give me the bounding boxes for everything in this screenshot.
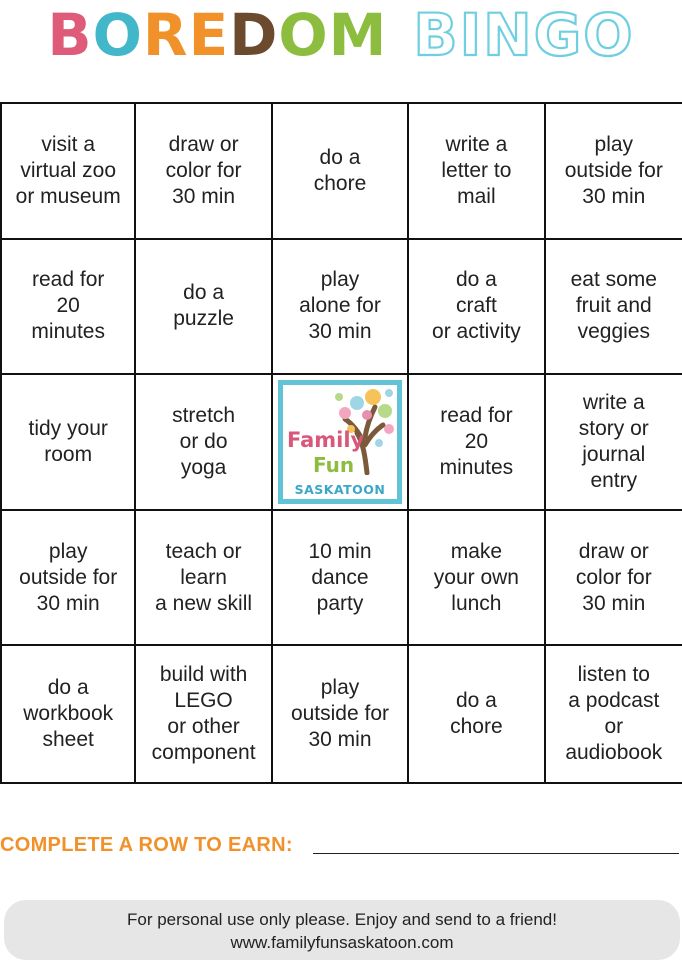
title-letter: O: [278, 1, 329, 69]
bingo-cell: do a puzzle: [136, 240, 272, 376]
bingo-cell: write a story or journal entry: [546, 375, 682, 511]
bingo-cell: stretch or do yoga: [136, 375, 272, 511]
bingo-cell: visit a virtual zoo or museum: [0, 104, 136, 240]
free-space-logo-cell: [273, 375, 409, 511]
bingo-cell: draw or color for 30 min: [136, 104, 272, 240]
family-fun-saskatoon-logo: [278, 380, 402, 504]
bingo-cell: make your own lunch: [409, 511, 545, 647]
title-letter: D: [229, 1, 279, 69]
footer-banner: [4, 900, 680, 960]
bingo-cell: do a chore: [409, 646, 545, 782]
bingo-cell: 10 min dance party: [273, 511, 409, 647]
bingo-cell: play outside for 30 min: [273, 646, 409, 782]
bingo-cell: read for 20 minutes: [409, 375, 545, 511]
bingo-cell: do a chore: [273, 104, 409, 240]
logo-text-family: Family: [286, 427, 365, 452]
footer-url: www.familyfunsaskatoon.com: [230, 933, 454, 952]
logo-text-fun: Fun: [312, 452, 355, 477]
bingo-cell: read for 20 minutes: [0, 240, 136, 376]
earn-blank-line[interactable]: [313, 853, 679, 854]
bingo-cell: play outside for 30 min: [0, 511, 136, 647]
bingo-cell: play alone for 30 min: [273, 240, 409, 376]
title-word-bingo: BINGO: [413, 1, 635, 69]
bingo-cell: write a letter to mail: [409, 104, 545, 240]
bingo-cell: tidy your room: [0, 375, 136, 511]
earn-label: COMPLETE A ROW TO EARN:: [0, 834, 293, 856]
bingo-cell: teach or learn a new skill: [136, 511, 272, 647]
title-letter: O: [92, 1, 143, 69]
title-word-boredom: [47, 1, 388, 69]
footer-note: For personal use only please. Enjoy and send to a friend!: [127, 910, 557, 929]
logo-text-saskatoon: SASKATOON: [294, 481, 386, 497]
title-letter: E: [188, 1, 230, 69]
bingo-cell: do a craft or activity: [409, 240, 545, 376]
bingo-cell: listen to a podcast or audiobook: [565, 663, 663, 765]
bingo-grid: [0, 102, 682, 784]
title-letter: M: [328, 1, 388, 69]
bingo-cell: play outside for 30 min: [546, 104, 682, 240]
bingo-cell: eat some fruit and veggies: [546, 240, 682, 376]
bingo-cell: build with LEGO or other component: [136, 646, 272, 782]
title-letter: B: [47, 1, 93, 69]
page-title: [0, 1, 682, 69]
bingo-cell: draw or color for 30 min: [546, 511, 682, 647]
bingo-cell: do a workbook sheet: [0, 646, 136, 782]
title-letter: R: [142, 1, 189, 69]
